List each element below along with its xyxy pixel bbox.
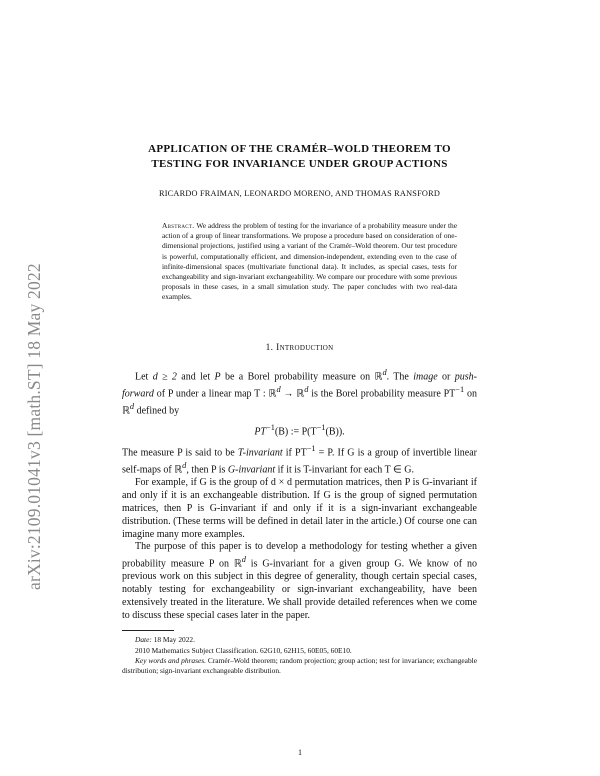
footnote-msc: 2010 Mathematics Subject Classification. 62G10, 62H15, 60E05, 60E10. xyxy=(135,645,352,655)
authors: RICARDO FRAIMAN, LEONARDO MORENO, AND THOMAS RANSFORD xyxy=(158,189,441,198)
equation-pushforward: $PT^{-1}(B)$ := $P(T^{-1}(B))$. xyxy=(254,423,345,438)
page-number: 1 xyxy=(298,748,302,757)
paragraph-4: The purpose of this paper is to develop a methodology for testing whether a given probability measure P on ℝ$^d$ is G-invariant for a given group G. We know of no previous work on this subject in this degree of generality, though certain special cases, notably testing for exchangeability or sign-invariant exchangeability, have been extensively treated in the literature. We shall provide detailed references when we come to discuss these special cases later in the paper. xyxy=(122,541,478,621)
section-number: 1. xyxy=(265,342,274,353)
section-title: Introduction xyxy=(276,342,334,353)
arxiv-identifier: arXiv:2109.01041v3 [math.ST] 18 May 2022 xyxy=(24,263,44,590)
title-line-1: APPLICATION OF THE CRAMÉR–WOLD THEOREM TO xyxy=(148,143,451,155)
paper-title xyxy=(122,142,477,172)
paragraph-2: The measure P is said to be T-invariant if $PT^{-1} = P$. If G is a group of invertible linear self-maps of ℝ$^d$, then P is G-invariant if it is T-invariant for each T ∈ G. xyxy=(122,444,478,476)
title-line-2: TESTING FOR INVARIANCE UNDER GROUP ACTIONS xyxy=(151,158,448,170)
paragraph-1: Let d ≥ 2 and let P be a Borel probability measure on ℝ$^d$. The image or push-forward of P under a linear map T : ℝ$^d$ → ℝ$^d$ is the Borel probability measure $PT^{-1}$ on ℝ$^d$ defined by xyxy=(122,367,477,417)
abstract-text: We address the problem of testing for the invariance of a probability measure under the action of a group of linear transformations. We propose a procedure based on consideration of one-dimensional projections, justified using a variant of the Cramér–Wold theorem. Our test procedure is powerful, computationally efficient, and dimension-independent, extending even to the case of infinite-dimensional spaces (multivariate functional data). It includes, as special cases, tests for exchangeability and sign-invariant exchangeability. We compare our procedure with some previous proposals in these cases, in a small simulation study. The paper concludes with two real-data examples. xyxy=(162,221,457,302)
abstract xyxy=(162,221,457,303)
paper-page xyxy=(122,142,477,676)
footnotes xyxy=(122,635,477,676)
abstract-label: Abstract. xyxy=(162,221,195,230)
section-heading xyxy=(122,343,477,353)
paragraph-3: For example, if G is the group of d × d permutation matrices, then P is G-invariant if and only if it is an exchangeable distribution. If G is the group of signed permutation matrices, then P is G-invariant if and only if it is a sign-invariant exchangeable distribution. (These terms will be defined in detail later in the article.) Of course one can imagine many more examples. xyxy=(122,477,477,540)
body-text xyxy=(122,367,477,623)
footnote-date: Date: 18 May 2022. xyxy=(135,635,195,645)
footnote-keywords: Key words and phrases. Cramér–Wold theorem; random projection; group action; test for invariance; exchangeable distribution; sign-invariant exchangeable distribution. xyxy=(122,655,477,676)
footnote-divider xyxy=(122,630,174,631)
